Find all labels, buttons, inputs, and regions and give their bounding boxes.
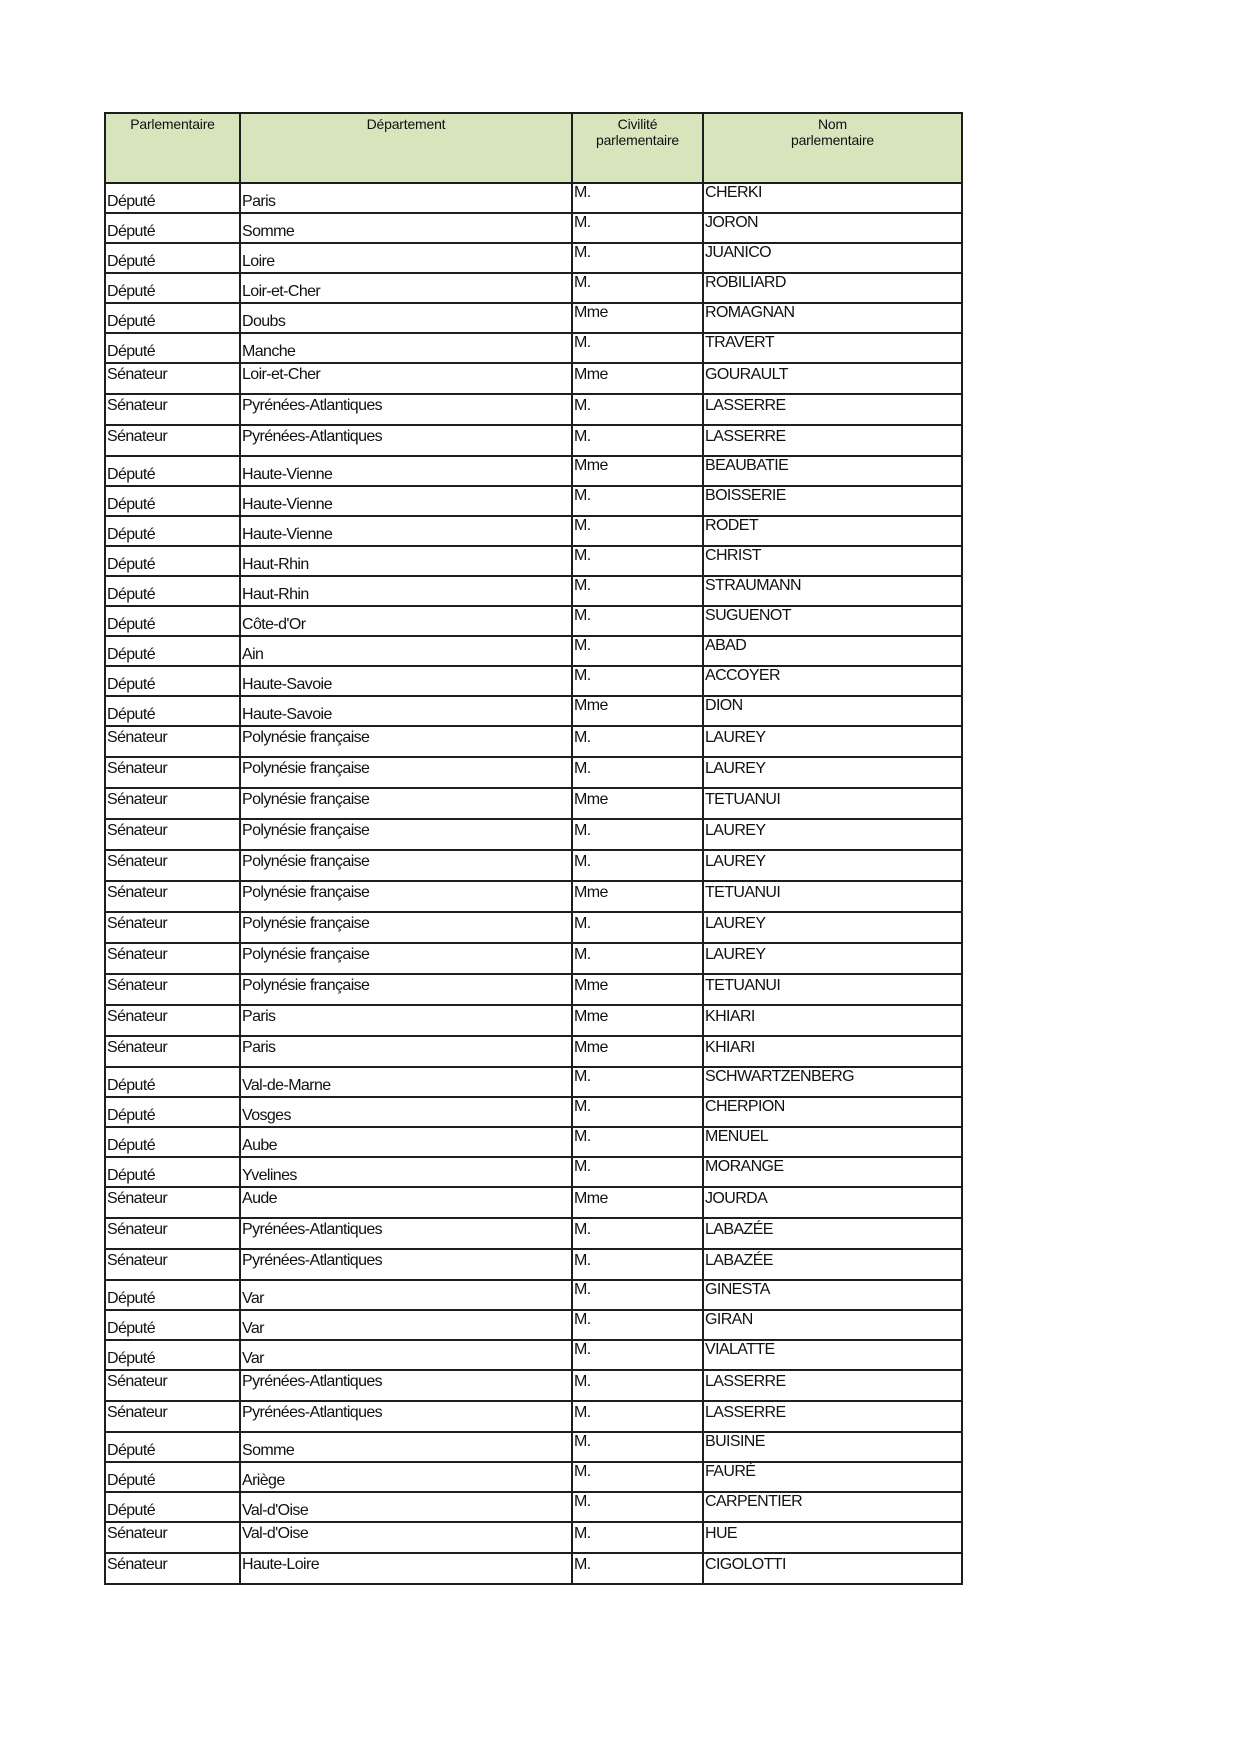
cell-departement: Polynésie française [240, 850, 572, 881]
cell-civilite: Mme [572, 696, 703, 726]
cell-departement: Var [240, 1340, 572, 1370]
cell-nom: LASSERRE [703, 1370, 962, 1401]
cell-parlementaire: Député [105, 1462, 240, 1492]
cell-parlementaire: Député [105, 1127, 240, 1157]
table-row [105, 243, 962, 273]
cell-departement: Aube [240, 1127, 572, 1157]
cell-civilite: M. [572, 1340, 703, 1370]
table-row [105, 1370, 962, 1401]
table-row [105, 881, 962, 912]
cell-parlementaire: Sénateur [105, 1187, 240, 1218]
cell-parlementaire: Député [105, 1067, 240, 1097]
cell-civilite: M. [572, 943, 703, 974]
cell-nom: CHERKI [703, 183, 962, 213]
cell-parlementaire: Sénateur [105, 1401, 240, 1432]
table-row [105, 183, 962, 213]
cell-departement: Loir-et-Cher [240, 363, 572, 394]
cell-nom: FAURÉ [703, 1462, 962, 1492]
cell-parlementaire: Député [105, 183, 240, 213]
cell-civilite: M. [572, 425, 703, 456]
cell-nom: JUANICO [703, 243, 962, 273]
header-parlementaire [105, 113, 240, 183]
cell-parlementaire: Sénateur [105, 850, 240, 881]
cell-departement: Ain [240, 636, 572, 666]
cell-nom: CARPENTIER [703, 1492, 962, 1522]
cell-nom: TETUANUI [703, 974, 962, 1005]
table-row [105, 213, 962, 243]
cell-departement: Haut-Rhin [240, 546, 572, 576]
cell-nom: STRAUMANN [703, 576, 962, 606]
cell-parlementaire: Sénateur [105, 1553, 240, 1584]
cell-parlementaire: Député [105, 213, 240, 243]
cell-civilite: M. [572, 1522, 703, 1553]
cell-civilite: Mme [572, 303, 703, 333]
cell-departement: Val-de-Marne [240, 1067, 572, 1097]
cell-parlementaire: Sénateur [105, 1522, 240, 1553]
table-row [105, 1127, 962, 1157]
table-row [105, 1036, 962, 1067]
cell-nom: LAUREY [703, 726, 962, 757]
cell-civilite: M. [572, 1310, 703, 1340]
table-row [105, 696, 962, 726]
cell-nom: BEAUBATIE [703, 456, 962, 486]
cell-parlementaire: Sénateur [105, 394, 240, 425]
cell-departement: Aude [240, 1187, 572, 1218]
cell-civilite: M. [572, 1492, 703, 1522]
cell-civilite: M. [572, 1462, 703, 1492]
cell-civilite: M. [572, 243, 703, 273]
cell-civilite: M. [572, 1553, 703, 1584]
cell-departement: Vosges [240, 1097, 572, 1127]
cell-civilite: M. [572, 1432, 703, 1462]
cell-parlementaire: Sénateur [105, 1370, 240, 1401]
cell-nom: TETUANUI [703, 788, 962, 819]
header-row [105, 113, 962, 183]
cell-nom: LAUREY [703, 912, 962, 943]
cell-civilite: M. [572, 1401, 703, 1432]
cell-nom: DION [703, 696, 962, 726]
cell-nom: CHRIST [703, 546, 962, 576]
cell-nom: MORANGE [703, 1157, 962, 1187]
cell-nom: KHIARI [703, 1005, 962, 1036]
cell-departement: Var [240, 1280, 572, 1310]
cell-civilite: Mme [572, 881, 703, 912]
cell-departement: Côte-d'Or [240, 606, 572, 636]
cell-nom: CIGOLOTTI [703, 1553, 962, 1584]
table-row [105, 486, 962, 516]
cell-departement: Haute-Vienne [240, 516, 572, 546]
cell-departement: Val-d'Oise [240, 1522, 572, 1553]
cell-parlementaire: Sénateur [105, 1218, 240, 1249]
header-civilite [572, 113, 703, 183]
header-civilite-label-line1: Civilité [617, 116, 658, 132]
cell-departement: Somme [240, 213, 572, 243]
cell-civilite: M. [572, 273, 703, 303]
table-row [105, 1280, 962, 1310]
cell-nom: HUE [703, 1522, 962, 1553]
cell-civilite: M. [572, 1157, 703, 1187]
cell-parlementaire: Député [105, 1492, 240, 1522]
cell-departement: Pyrénées-Atlantiques [240, 1249, 572, 1280]
cell-nom: JOURDA [703, 1187, 962, 1218]
cell-nom: BOISSERIE [703, 486, 962, 516]
cell-civilite: M. [572, 666, 703, 696]
spreadsheet-page [104, 112, 963, 1585]
cell-departement: Polynésie française [240, 974, 572, 1005]
cell-civilite: Mme [572, 456, 703, 486]
table-row [105, 425, 962, 456]
cell-parlementaire: Sénateur [105, 912, 240, 943]
cell-civilite: M. [572, 912, 703, 943]
cell-parlementaire: Député [105, 333, 240, 363]
cell-civilite: M. [572, 333, 703, 363]
cell-departement: Haute-Savoie [240, 696, 572, 726]
cell-parlementaire: Député [105, 546, 240, 576]
table-row [105, 666, 962, 696]
cell-nom: JORON [703, 213, 962, 243]
cell-nom: LABAZÉE [703, 1218, 962, 1249]
cell-civilite: Mme [572, 1036, 703, 1067]
cell-civilite: M. [572, 1218, 703, 1249]
cell-departement: Polynésie française [240, 788, 572, 819]
cell-departement: Haute-Vienne [240, 456, 572, 486]
table-row [105, 1157, 962, 1187]
cell-departement: Polynésie française [240, 943, 572, 974]
table-row [105, 273, 962, 303]
cell-parlementaire: Sénateur [105, 881, 240, 912]
cell-departement: Paris [240, 183, 572, 213]
parliamentarians-table [104, 112, 963, 1585]
cell-departement: Somme [240, 1432, 572, 1462]
table-row [105, 757, 962, 788]
cell-departement: Haut-Rhin [240, 576, 572, 606]
table-row [105, 912, 962, 943]
cell-parlementaire: Sénateur [105, 1005, 240, 1036]
table-row [105, 576, 962, 606]
table-row [105, 516, 962, 546]
table-row [105, 1462, 962, 1492]
cell-parlementaire: Député [105, 456, 240, 486]
cell-nom: TETUANUI [703, 881, 962, 912]
cell-departement: Doubs [240, 303, 572, 333]
cell-departement: Polynésie française [240, 881, 572, 912]
cell-nom: BUISINE [703, 1432, 962, 1462]
cell-civilite: M. [572, 486, 703, 516]
header-departement [240, 113, 572, 183]
table-row [105, 1067, 962, 1097]
cell-parlementaire: Député [105, 516, 240, 546]
cell-nom: MENUEL [703, 1127, 962, 1157]
cell-parlementaire: Sénateur [105, 757, 240, 788]
cell-civilite: M. [572, 850, 703, 881]
cell-nom: LABAZÉE [703, 1249, 962, 1280]
cell-civilite: M. [572, 546, 703, 576]
cell-nom: LASSERRE [703, 425, 962, 456]
cell-civilite: M. [572, 726, 703, 757]
cell-nom: TRAVERT [703, 333, 962, 363]
cell-civilite: M. [572, 1097, 703, 1127]
cell-parlementaire: Sénateur [105, 363, 240, 394]
cell-nom: CHERPION [703, 1097, 962, 1127]
cell-civilite: M. [572, 636, 703, 666]
cell-parlementaire: Sénateur [105, 1249, 240, 1280]
cell-parlementaire: Député [105, 696, 240, 726]
cell-departement: Var [240, 1310, 572, 1340]
table-row [105, 1522, 962, 1553]
cell-parlementaire: Député [105, 636, 240, 666]
cell-parlementaire: Sénateur [105, 974, 240, 1005]
cell-departement: Loire [240, 243, 572, 273]
cell-departement: Pyrénées-Atlantiques [240, 1218, 572, 1249]
cell-nom: LAUREY [703, 850, 962, 881]
table-row [105, 1187, 962, 1218]
header-parlementaire-label: Parlementaire [130, 116, 215, 132]
table-row [105, 1432, 962, 1462]
cell-nom: SUGUENOT [703, 606, 962, 636]
header-nom-label-line2: parlementaire [791, 132, 874, 148]
cell-nom: LASSERRE [703, 1401, 962, 1432]
table-row [105, 606, 962, 636]
header-civilite-label-line2: parlementaire [596, 132, 679, 148]
cell-civilite: M. [572, 819, 703, 850]
cell-nom: LAUREY [703, 757, 962, 788]
cell-nom: LASSERRE [703, 394, 962, 425]
cell-parlementaire: Député [105, 606, 240, 636]
cell-departement: Manche [240, 333, 572, 363]
cell-civilite: Mme [572, 788, 703, 819]
table-body [105, 183, 962, 1584]
table-row [105, 363, 962, 394]
cell-parlementaire: Député [105, 1280, 240, 1310]
cell-parlementaire: Sénateur [105, 425, 240, 456]
cell-nom: GOURAULT [703, 363, 962, 394]
cell-departement: Polynésie française [240, 726, 572, 757]
header-nom [703, 113, 962, 183]
cell-parlementaire: Député [105, 666, 240, 696]
header-departement-label: Département [366, 116, 446, 132]
cell-parlementaire: Député [105, 273, 240, 303]
cell-civilite: M. [572, 606, 703, 636]
cell-parlementaire: Député [105, 1432, 240, 1462]
cell-parlementaire: Député [105, 576, 240, 606]
cell-civilite: M. [572, 1127, 703, 1157]
cell-departement: Pyrénées-Atlantiques [240, 425, 572, 456]
table-row [105, 850, 962, 881]
cell-nom: RODET [703, 516, 962, 546]
cell-departement: Ariège [240, 1462, 572, 1492]
cell-departement: Polynésie française [240, 912, 572, 943]
cell-civilite: Mme [572, 363, 703, 394]
cell-civilite: M. [572, 394, 703, 425]
cell-civilite: M. [572, 1280, 703, 1310]
cell-civilite: M. [572, 757, 703, 788]
cell-civilite: M. [572, 516, 703, 546]
cell-nom: LAUREY [703, 819, 962, 850]
cell-departement: Haute-Vienne [240, 486, 572, 516]
cell-parlementaire: Sénateur [105, 943, 240, 974]
cell-parlementaire: Député [105, 1340, 240, 1370]
table-row [105, 1097, 962, 1127]
table-row [105, 394, 962, 425]
table-row [105, 943, 962, 974]
cell-civilite: M. [572, 213, 703, 243]
cell-parlementaire: Sénateur [105, 819, 240, 850]
cell-parlementaire: Député [105, 303, 240, 333]
table-row [105, 974, 962, 1005]
cell-nom: VIALATTE [703, 1340, 962, 1370]
cell-parlementaire: Député [105, 1310, 240, 1340]
cell-departement: Val-d'Oise [240, 1492, 572, 1522]
cell-departement: Pyrénées-Atlantiques [240, 1370, 572, 1401]
cell-departement: Pyrénées-Atlantiques [240, 394, 572, 425]
cell-departement: Haute-Savoie [240, 666, 572, 696]
cell-nom: KHIARI [703, 1036, 962, 1067]
cell-parlementaire: Sénateur [105, 788, 240, 819]
cell-civilite: M. [572, 1249, 703, 1280]
table-row [105, 456, 962, 486]
header-nom-label-line1: Nom [818, 116, 847, 132]
cell-departement: Polynésie française [240, 819, 572, 850]
cell-departement: Yvelines [240, 1157, 572, 1187]
table-row [105, 1492, 962, 1522]
table-row [105, 333, 962, 363]
cell-nom: GIRAN [703, 1310, 962, 1340]
cell-nom: ACCOYER [703, 666, 962, 696]
table-row [105, 788, 962, 819]
cell-parlementaire: Sénateur [105, 726, 240, 757]
cell-parlementaire: Sénateur [105, 1036, 240, 1067]
table-row [105, 303, 962, 333]
cell-civilite: M. [572, 576, 703, 606]
table-row [105, 1401, 962, 1432]
cell-departement: Paris [240, 1005, 572, 1036]
cell-departement: Paris [240, 1036, 572, 1067]
cell-civilite: Mme [572, 974, 703, 1005]
cell-nom: LAUREY [703, 943, 962, 974]
cell-parlementaire: Député [105, 243, 240, 273]
cell-nom: ROMAGNAN [703, 303, 962, 333]
table-row [105, 636, 962, 666]
cell-departement: Loir-et-Cher [240, 273, 572, 303]
cell-civilite: M. [572, 183, 703, 213]
cell-parlementaire: Député [105, 1157, 240, 1187]
cell-nom: ABAD [703, 636, 962, 666]
cell-nom: ROBILIARD [703, 273, 962, 303]
cell-civilite: Mme [572, 1005, 703, 1036]
table-row [105, 726, 962, 757]
table-row [105, 546, 962, 576]
cell-departement: Polynésie française [240, 757, 572, 788]
cell-civilite: M. [572, 1370, 703, 1401]
table-row [105, 1005, 962, 1036]
table-row [105, 819, 962, 850]
table-row [105, 1310, 962, 1340]
cell-civilite: M. [572, 1067, 703, 1097]
cell-nom: GINESTA [703, 1280, 962, 1310]
table-row [105, 1249, 962, 1280]
cell-parlementaire: Député [105, 1097, 240, 1127]
cell-departement: Pyrénées-Atlantiques [240, 1401, 572, 1432]
table-row [105, 1553, 962, 1584]
cell-civilite: Mme [572, 1187, 703, 1218]
cell-parlementaire: Député [105, 486, 240, 516]
table-row [105, 1340, 962, 1370]
cell-departement: Haute-Loire [240, 1553, 572, 1584]
table-row [105, 1218, 962, 1249]
cell-nom: SCHWARTZENBERG [703, 1067, 962, 1097]
